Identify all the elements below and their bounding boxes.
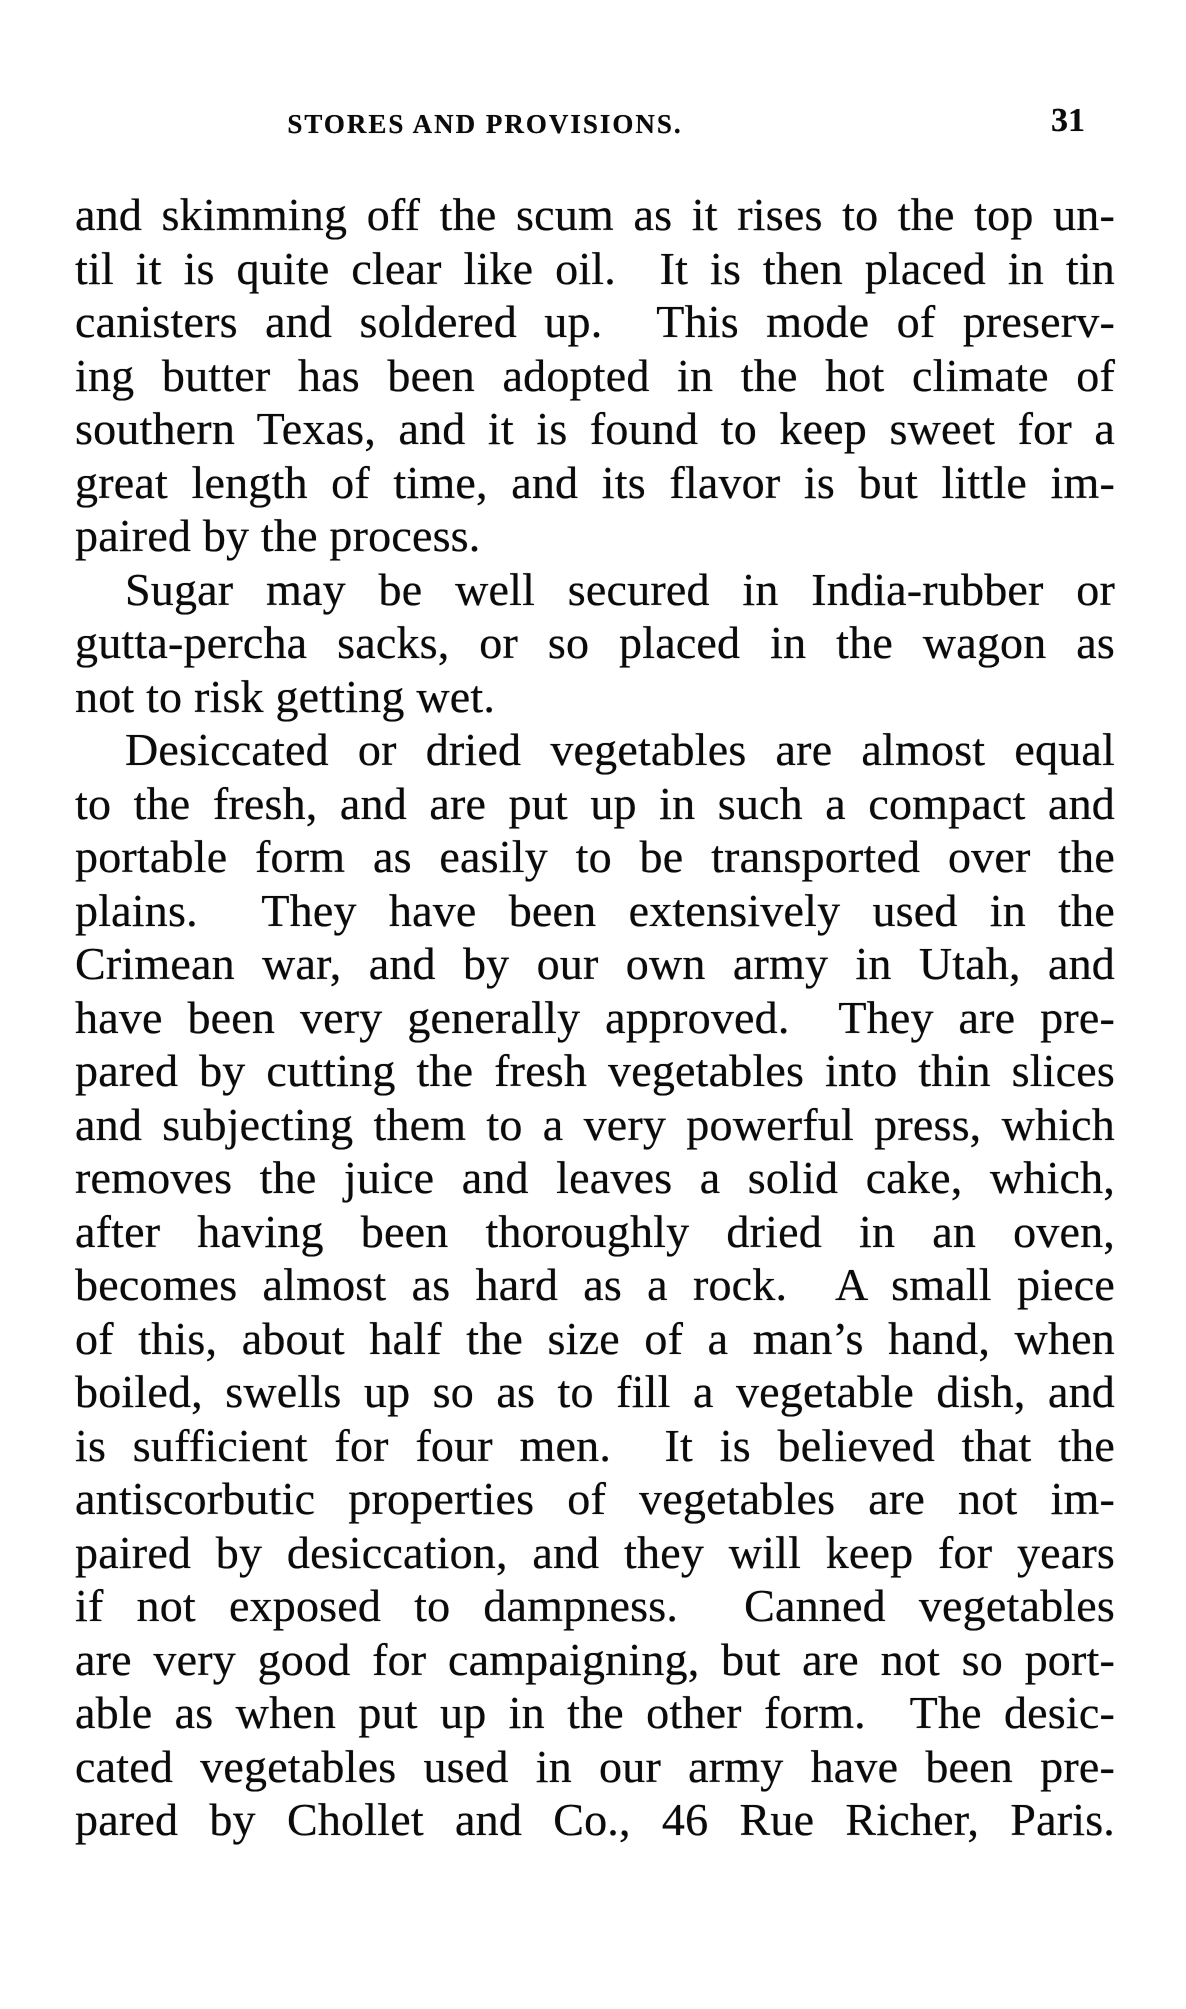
text-line: portable form as easily to be transported over the (75, 831, 1115, 882)
text-line: and skimming off the scum as it rises to the top un- (75, 189, 1115, 240)
text-line: canisters and soldered up. This mode of preserv- (75, 296, 1115, 347)
text-line: and subjecting them to a very powerful press, which (75, 1098, 1115, 1150)
text-line: pared by Chollet and Co., 46 Rue Richer, Paris. (75, 1794, 1115, 1845)
page-title: STORES AND PROVISIONS. (287, 109, 683, 139)
text-line: able as when put up in the other form. The desic- (75, 1687, 1115, 1738)
text-line: Sugar may be well secured in India-rubber or (125, 563, 1115, 615)
text-line: not to risk getting wet. (75, 670, 496, 722)
text-line: is sufficient for four men. It is believed that the (75, 1419, 1115, 1471)
text-line: pared by cutting the fresh vegetables into thin slices (75, 1045, 1115, 1096)
text-line: to the fresh, and are put up in such a compact and (75, 777, 1115, 829)
text-line: boiled, swells up so as to fill a vegetable dish, and (75, 1366, 1115, 1417)
text-line: of this, about half the size of a man’s hand, when (75, 1312, 1115, 1364)
text-line: after having been thoroughly dried in an oven, (75, 1205, 1115, 1257)
text-line: southern Texas, and it is found to keep sweet for a (75, 403, 1115, 454)
text-line: Desiccated or dried vegetables are almost equal (125, 724, 1115, 775)
text-line: removes the juice and leaves a solid cake, which, (75, 1152, 1115, 1203)
text-line: til it is quite clear like oil. It is then placed in tin (75, 242, 1115, 294)
text-line: becomes almost as hard as a rock. A small piece (75, 1259, 1115, 1310)
page-number: 31 (1051, 102, 1085, 139)
text-line: gutta-percha sacks, or so placed in the wagon as (75, 617, 1115, 668)
text-line: paired by the process. (75, 510, 481, 561)
text-line: great length of time, and its flavor is but little im- (75, 456, 1115, 508)
text-line: antiscorbutic properties of vegetables are not im- (75, 1473, 1115, 1524)
text-line: have been very generally approved. They are pre- (75, 991, 1115, 1043)
text-line: are very good for campaigning, but are not so port- (75, 1633, 1115, 1685)
text-line: plains. They have been extensively used in the (75, 884, 1115, 936)
text-line: if not exposed to dampness. Canned vegetables (75, 1580, 1115, 1631)
text-line: ing butter has been adopted in the hot climate of (75, 349, 1115, 401)
text-line: paired by desiccation, and they will keep for years (75, 1526, 1115, 1578)
text-line: Crimean war, and by our own army in Utah, and (75, 938, 1115, 989)
text-line: cated vegetables used in our army have been pre- (75, 1740, 1115, 1792)
running-head (0, 102, 1186, 146)
body-text (75, 188, 1115, 1847)
